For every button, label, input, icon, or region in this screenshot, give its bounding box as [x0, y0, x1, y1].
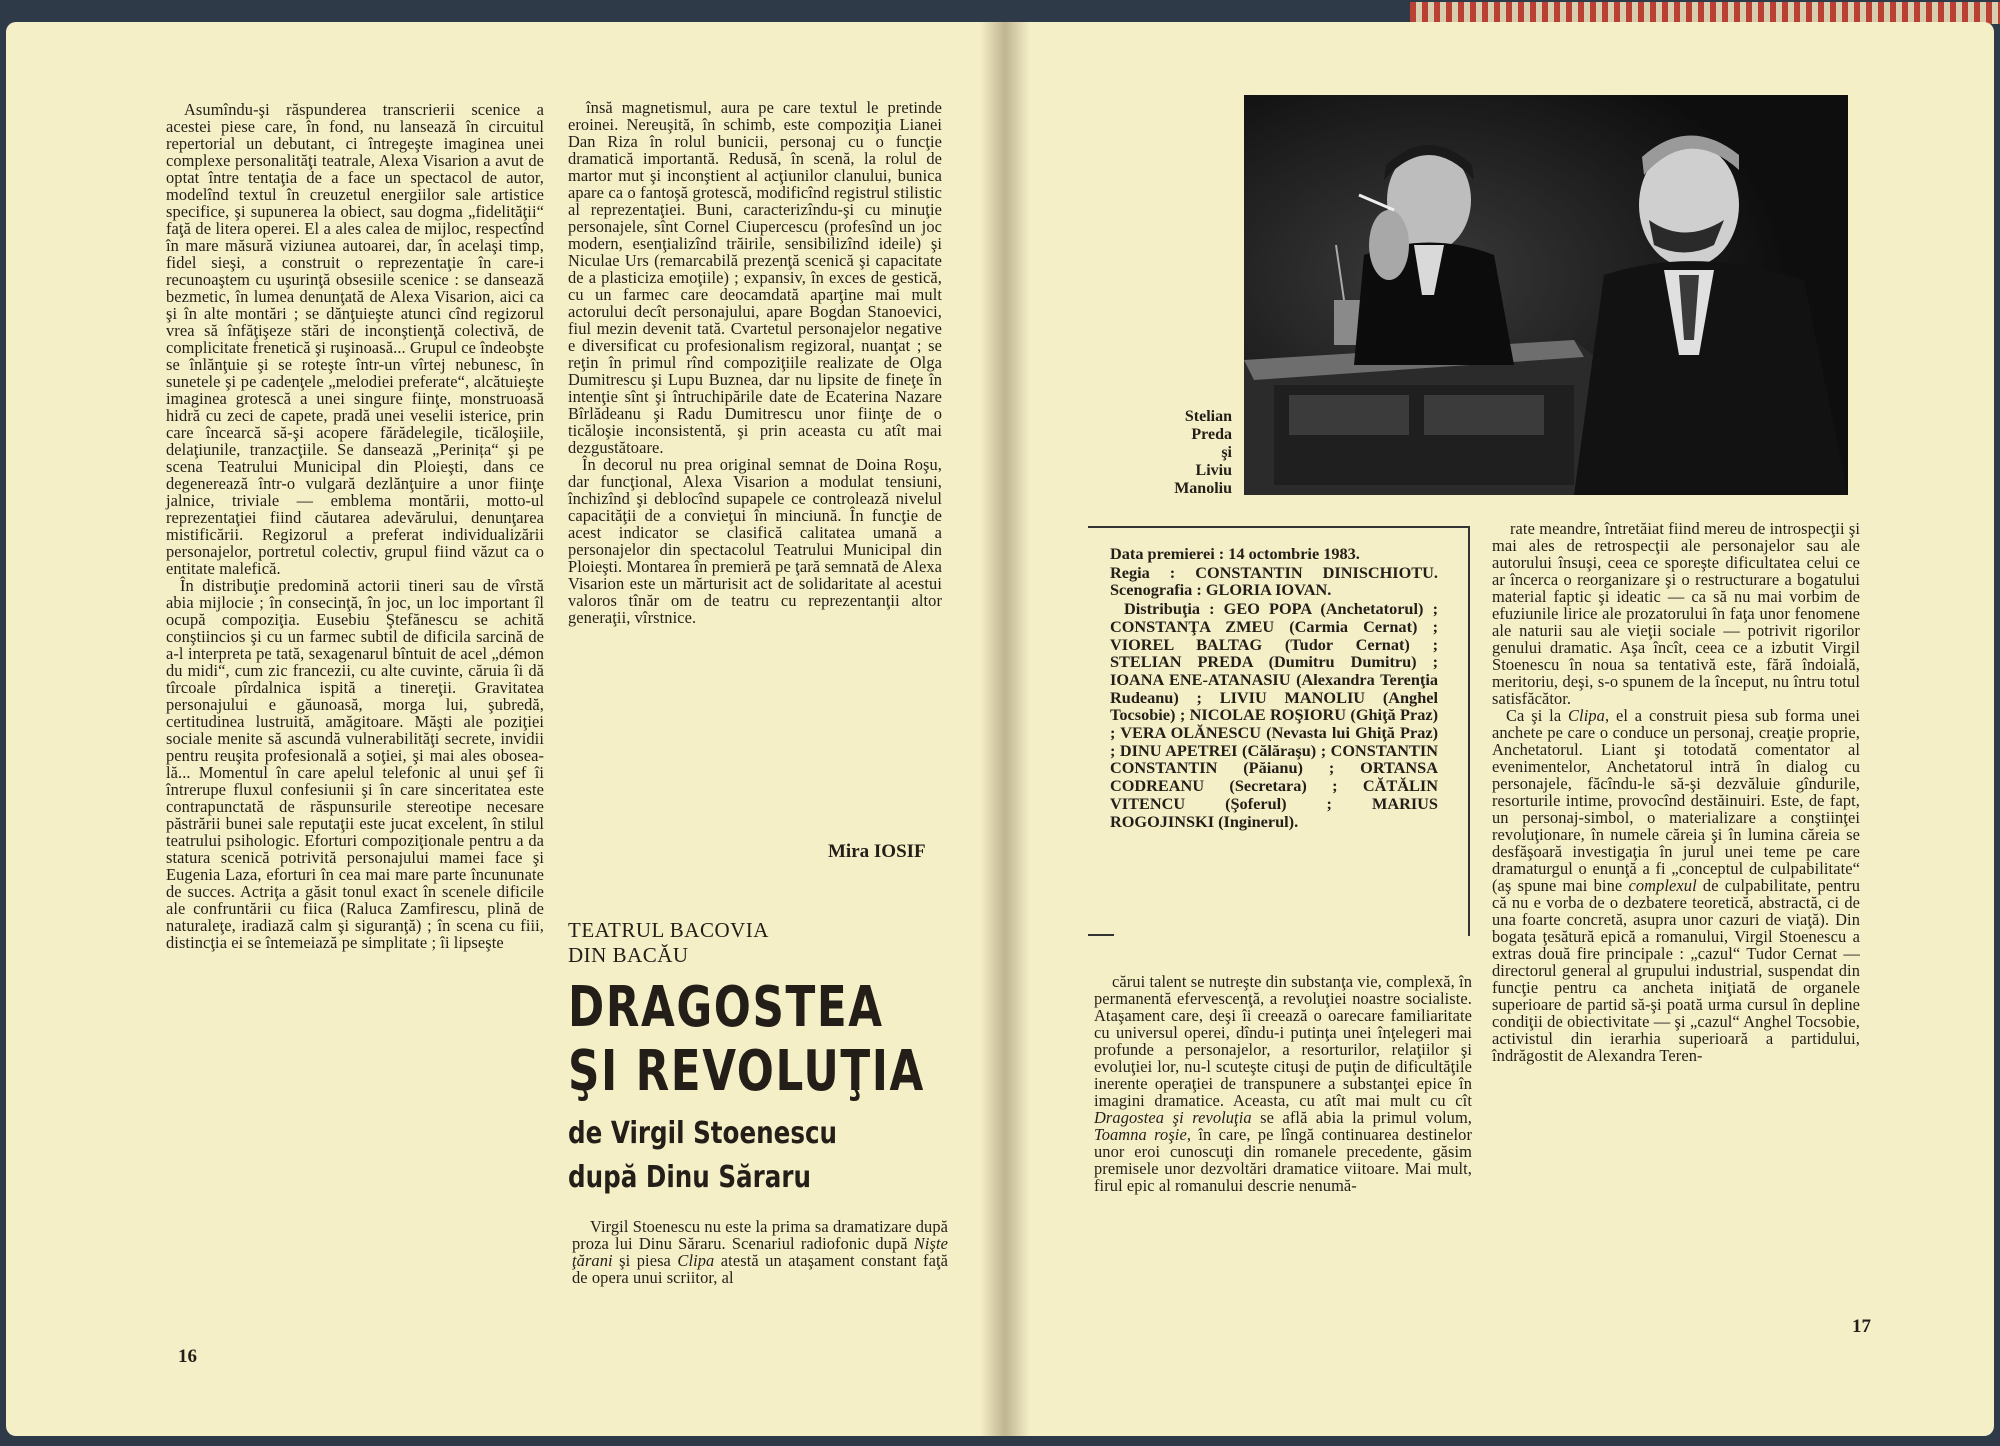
theatre-line-1: TEATRUL BACOVIA	[568, 918, 769, 942]
article-signature: Mira IOSIF	[828, 841, 926, 862]
right-page-column-2	[1492, 520, 1860, 1064]
photo-caption	[1140, 408, 1232, 498]
article-paragraph: În distribuţie predomină actorii tineri sau de vîrstă abia mijlocie ; în consecinţă, în joc, un loc important îl ocupă compoziţia. Eusebiu Ştefănescu se achită conştiincios şi cu un farmec subtil de dificila sarcină de a-l interpreta pe tată, sexagenarul bîntuit de acel „démon du midi“, cum zic francezii, cu alte cuvinte, căruia îi dă tîrcoale pîrdalnica ispită a tinereţii. Gravitatea personajului e găunoasă, morga lui, şubredă, certitudinea lustruită, amăgitoare. Măşti ale poziţiei sociale menite să ascundă vulnerabilităţi secrete, invidii pentru reuşita profesională a soţiei, şi mai ales oboseală... Momentul în care apelul telefonic al unui şef îi întrerupe fluxul confesiunii şi în care sinceritatea este contrapunctată de răspunsurile stereotipe necesare păstrării bunei sale reputaţii este jucat excelent, în stilul teatrului psihologic. Eforturi compoziţionale pentru a da statura scenică potrivită personajului mamei face şi Eugenia Laza, eforturi în cea mai mare parte încununate de succes. Actriţa a găsit tonul exact în scenele dificile ale confruntării cu fiica (Raluca Zamfirescu, plină de naturaleţe, iradiază calm şi siguranţă) ; în scena cu fiii, distincţia ei se întemeiază pe simplitate ; îi lipseşte	[166, 576, 544, 952]
production-photo	[1244, 95, 1848, 495]
credits-line: Regia : CONSTANTIN DINISCHIOTU. Scenografia : GLORIA IOVAN.	[1110, 562, 1438, 600]
left-page-column-1	[166, 101, 544, 951]
left-page-column-2	[568, 99, 942, 626]
credits-box	[1110, 545, 1438, 831]
caption-line: Liviu	[1195, 462, 1232, 479]
author-line-2: după Dinu Săraru	[568, 1160, 812, 1195]
author-line-1: de Virgil Stoenescu	[568, 1116, 838, 1151]
right-page-column-1-bottom	[1094, 973, 1472, 1194]
theatre-name	[568, 918, 769, 968]
page-number-right: 17	[1852, 1316, 1871, 1337]
caption-line: Stelian	[1184, 408, 1232, 425]
headband-stripe	[1410, 2, 2000, 24]
article-paragraph: În decorul nu prea original semnat de Doina Roşu, dar funcţional, Alexa Visarion a modulat tensiuni, închizînd şi deblocînd supapele ce controlează nivelul capacităţii de a convieţui în minciună. În funcţie de acest indicator se clasifică calitatea umană a personajelor din spectacolul Teatrului Municipal din Ploieşti. Montarea în premieră pe ţară semnată de Alexa Visarion este un mărturisit act de solidaritate al acestui valoros tînăr om de teatru cu reprezentanţii altor generaţii, vîrstnice.	[568, 455, 942, 627]
article-paragraph: însă magnetismul, aura pe care textul le pretinde eroinei. Nereuşită, în schimb, este compoziţia Lianei Dan Riza în rolul bunicii, personaj cu o funcţie dramatică importantă. Redusă, în scenă, la rolul de martor mut şi inconştient al acţiunilor clanului, bunica apare ca o fantoşă grotescă, modificînd registrul stilistic al reprezentaţiei. Buni, caracterizîndu-şi cu minuţie personajele, sînt Cornel Ciupercescu (profesînd un joc modern, esenţializînd trăirile, sensibilizînd ideile) şi Niculae Urs (remarcabilă prezenţă scenică şi capacitate de a plasticiza emoţiile) ; expansiv, în exces de gestică, cu un farmec care deocamdată aparţine mai mult actorului decît personajului, apare Bogdan Stanoevici, fiul mezin devenit tată. Cvartetul personajelor negative e diversificat cu profesionalism regizoral, nuanţat ; se reţin în primul rînd compoziţiile realizate de Olga Dumitrescu şi Lupu Buznea, dar nu lipsite de fineţe în intenţie sînt şi întruchipările date de Ecaterina Nazare Bîrlădeanu şi Radu Dumitrescu unor fiinţe de o ticăloşie inconsistentă, şi prin aceasta cu atît mai dezgustătoare.	[568, 98, 942, 457]
credits-line: Data premierei : 14 octombrie 1983.	[1110, 544, 1360, 563]
credits-line: Distribuţia : GEO POPA (Anchetatorul) ; CONSTANŢA ZMEU (Carmia Cernat) ; VIOREL BALTAG (Tudor Cernat) ; STELIAN PREDA (Dumitru Dumitru) ; IOANA ENE-ATANASIU (Alexandra Terenţia Rudeanu) ; LIVIU MANOLIU (Anghel Tocsobie) ; NICOLAE ROŞIORU (Ghiţă Praz) ; VERA OLĂNESCU (Nevasta lui Ghiţă Praz) ; DINU APETREI (Călăraşu) ; CONSTANTIN CONSTANTIN (Păianu) ; ORTANSA CODREANU (Secretara) ; CĂTĂLIN VITENCU (Şoferul) ; MARIUS ROGOJINSKI (Inginerul).	[1110, 599, 1438, 831]
caption-line: şi	[1221, 444, 1232, 461]
play-title	[568, 976, 925, 1104]
production-photo-image	[1244, 95, 1848, 495]
caption-line: Preda	[1191, 426, 1232, 443]
play-title-line-1: DRAGOSTEA	[568, 975, 884, 1040]
article-paragraph: rate meandre, întretăiat fiind mereu de introspecţii şi mai ales de retrospecţii ale personajelor sau ale autorului însuşi, ceea ce sporeşte dificultatea celui ce ar încerca o reorganizare şi o restructurare a bogatului material faptic şi ideatic — ca să nu mai vorbim de efuziunile lirice ale prozatorului în faţa unor fenomene ale naturii sau ale vieţii sociale — potrivit rigorilor genului dramatic. Aşa încît, ceea ce a izbutit Virgil Stoenescu în noua sa tentativă este, fără îndoială, meritoriu, deşi, s-o spunem de la început, nu întru totul satisfăcător.	[1492, 519, 1860, 708]
credits-box-corner	[1088, 934, 1114, 936]
left-page-column-2-bottom	[572, 1218, 948, 1286]
book-gutter	[980, 22, 1030, 1436]
play-title-line-2: ŞI REVOLUŢIA	[568, 1039, 925, 1104]
article-paragraph: cărui talent se nutreşte din substanţa vie, complexă, în permanentă efervescenţă, a revoluţiei noastre socialiste. Ataşament care, deşi îi creează o oarecare familiaritate cu universul operei, dîndu-i putinţa unei înţelegeri mai profunde a personajelor, a resorturilor, relaţiilor şi evoluţiei lor, nu-l scuteşte cituşi de puţin de dificultăţile inerente operaţiei de transpunere a substanţei epice în imagini dramatice. Aceasta, cu atît mai mult cu cît Dragostea şi revoluţia se află abia la primul volum, Toamna roşie, în care, pe lîngă continuarea destinelor unor eroi cunoscuţi din romanele precedente, găsim premisele unor dezvoltări dramatice viitoare. Mai mult, firul epic al romanului descrie nenumă-	[1094, 972, 1472, 1195]
article-paragraph: Virgil Stoenescu nu este la prima sa dramatizare după proza lui Dinu Săraru. Scenariul radiofonic după Nişte ţărani şi piesa Clipa atestă un ataşament constant faţă de opera unui scriitor, al	[572, 1217, 948, 1287]
caption-line: Manoliu	[1174, 480, 1232, 497]
play-byline	[568, 1112, 837, 1200]
theatre-line-2: DIN BACĂU	[568, 943, 689, 967]
article-paragraph: Ca şi la Clipa, el a construit piesa sub forma unei anchete pe care o conduce un personaj, creaţie proprie, Anchetatorul. Liant şi totodată comentator al evenimentelor, Anchetatorul intră în dialog cu personajele, făcîndu-le să-şi dezvăluie gîndurile, resorturile intime, provocînd destăinuiri. Este, de fapt, un personaj-simbol, o materializare a conştiinţei revoluţionare, în numele căreia şi în lumina căreia se desfăşoară investigaţia în jurul unei teme pe care dramaturgul o enunţă a fi „conceptul de culpabilitate“ (aş spune mai bine complexul de culpabilitate, pentru că nu e vorba de o dezbatere teoretică, abstractă, ci de una foarte concretă, asupra unor cazuri de viaţă). Din bogata ţesătură epică a romanului, Virgil Stoenescu a extras două fire principale : „cazul“ Tudor Cernat — directorul general al grupului industrial, suspendat din funcţie pentru ca ancheta iniţiată de organele superioare de partid să-şi poată urma cursul în depline condiţii de obiectivitate — şi „cazul“ Anghel Tocsobie, activistul din ierarhia superioară a partidului, îndrăgostit de Alexandra Teren-	[1492, 706, 1860, 1065]
article-paragraph: Asumîndu-şi răspunderea transcrierii scenice a acestei piese care, în fond, nu lansează în circuitul repertorial un debutant, ci întregeşte imaginea unei complexe personalităţi teatrale, Alexa Visarion a avut de optat între tentaţia de a face un spectacol de autor, modelînd textul în creuzetul energiilor sale artistice specifice, şi supunerea la obiect, sau dogma „fidelităţii“ faţă de litera operei. El a ales calea de mijloc, respectînd în mare măsură viziunea autoarei, dar, în acelaşi timp, fidel sieşi, a construit o reprezentaţie în care-i recunoaştem cu uşurinţă obsesiile scenice : se dansează bezmetic, în lumea denunţată de Alexa Visarion, aici ca şi în alte montări ; se dănţuieşte atunci cînd regizorul vrea să înfăţişeze stări de inconştienţă colectivă, de complicitate frenetică şi ruşinoasă... Grupul ce îndeobşte se înlănţuie şi se roteşte într-un vîrtej nebunesc, în sunetele şi pe cadenţele „melodiei preferate“, alcătuieşte imaginea grotescă a unei singure fiinţe, monstruoasă hidră cu zeci de capete, pradă unei veselii isterice, prin care încearcă să-şi acopere fărădelegile, ticăloşiile, delaţiunile, tranzacţiile. Se dansează „Perinița“ şi pe scena Teatrului Municipal din Ploieşti, dans ce degenerează într-o vulgară dezlănţuire a unor fiinţe jalnice, triviale — emblema montării, motto-ul reprezentaţiei fiind căutarea adevărului, denunţarea mistificării. Regizorul a preferat individualizării personajelor, portretul colectiv, grupul fiind văzut ca o entitate malefică.	[166, 100, 544, 578]
page-number-left: 16	[178, 1346, 197, 1367]
